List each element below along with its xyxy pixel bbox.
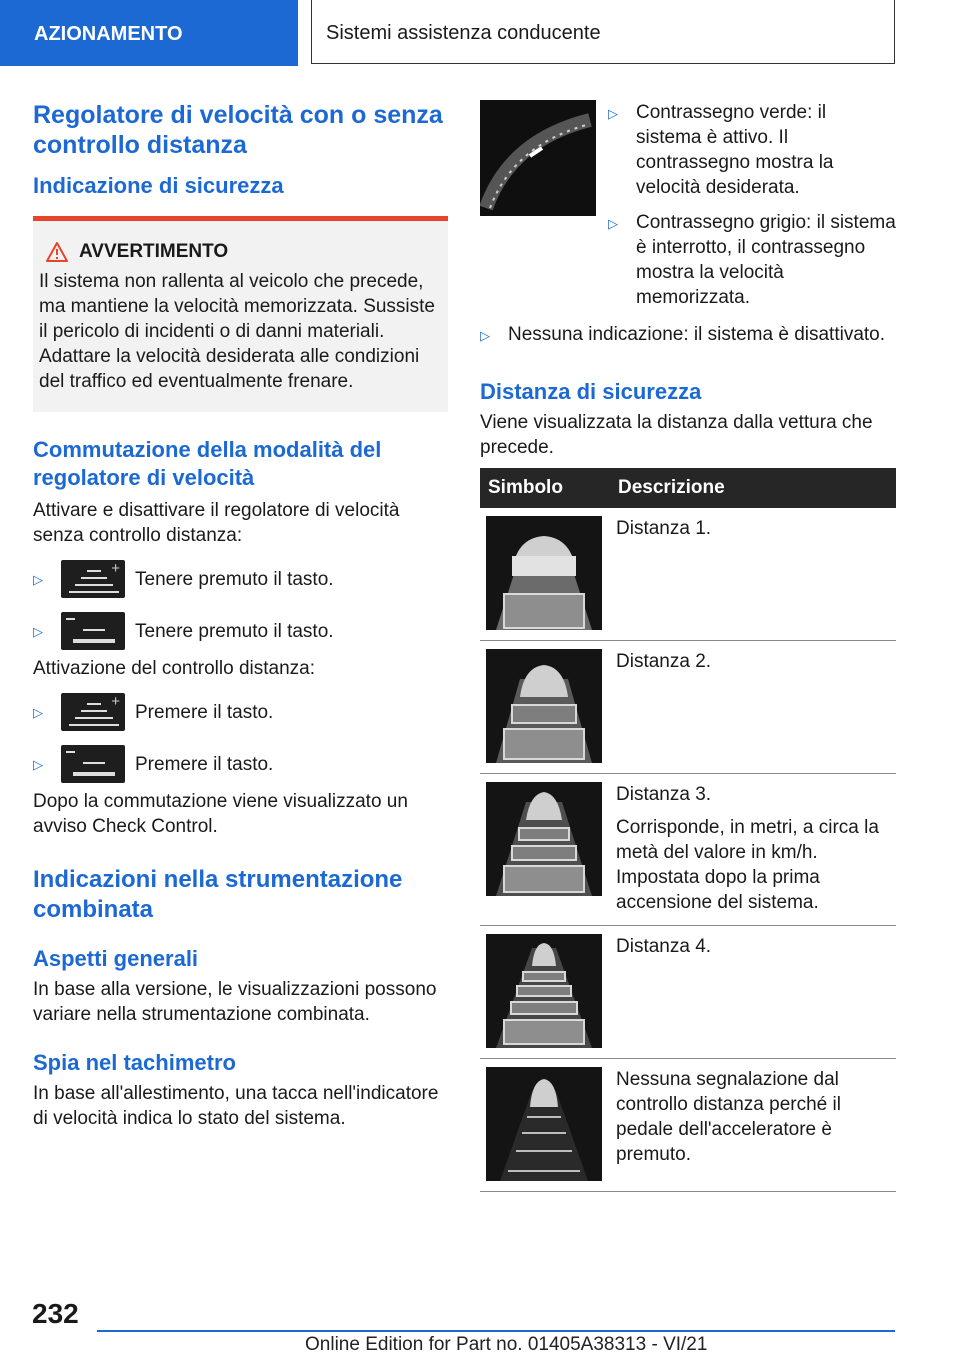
mark-list: [608, 100, 896, 320]
cruise-plus-button-icon: +: [61, 693, 125, 731]
list-item: [33, 745, 448, 783]
no-signal-image: [486, 1067, 602, 1181]
list-item: [33, 612, 448, 650]
left-column: [33, 100, 448, 1131]
row-desc: Nessuna segnalazione dal controllo distanza perché il pedale dell'acceleratore è premuto.: [616, 1069, 841, 1165]
tacho-text: In base all'allestimento, una tacca nell'indicatore di velocità indica lo stato del sistema.: [33, 1083, 439, 1129]
distance-1-image: [486, 516, 602, 630]
distance-2-image: [486, 649, 602, 763]
bullet-text: Tenere premuto il tasto.: [135, 568, 334, 590]
list-item: [33, 693, 448, 731]
chapter-title: Sistemi assistenza conducente: [311, 0, 895, 64]
bullet-triangle-icon: ▷: [33, 756, 43, 772]
bullet-triangle-icon: ▷: [33, 571, 43, 587]
bullet-text: Premere il tasto.: [135, 753, 274, 775]
list-item: [608, 210, 896, 310]
distance-4-image: [486, 934, 602, 1048]
bullet-triangle-icon: ▷: [33, 704, 43, 720]
table-cell: [610, 641, 896, 774]
general-text: In base alla versione, le visualizzazioni possono variare nella strumentazione combinata.: [33, 979, 437, 1025]
table-cell: [610, 926, 896, 1059]
cruise-plus-button-icon: +: [61, 560, 125, 598]
distance-heading: Distanza di sicurezza: [480, 379, 702, 404]
list-item: [608, 100, 896, 200]
warning-box: [33, 216, 448, 412]
bullet-text: Contrassegno grigio: il sistema è interrotto, il contrassegno mostra la velocità memorizzata.: [636, 212, 896, 308]
row-desc: Distanza 3.: [616, 784, 712, 805]
page-title: Regolatore di velocità con o senza controllo distanza: [33, 101, 443, 159]
warning-triangle-icon: [45, 241, 69, 263]
table-row: [480, 926, 896, 1059]
switch-mode-text: Attivare e disattivare il regolatore di velocità senza controllo distanza:: [33, 500, 400, 546]
distance-table: [480, 468, 896, 1192]
table-cell: [610, 774, 896, 926]
row-note: Corrisponde, in metri, a circa la metà del valore in km/h. Impostata dopo la prima accensione del sistema.: [616, 817, 879, 913]
table-header: Simbolo: [480, 468, 610, 508]
page-number: 232: [32, 1298, 79, 1329]
bullet-text: Nessuna indicazione: il sistema è disattivato.: [508, 324, 886, 345]
row-desc: Distanza 4.: [616, 936, 712, 957]
bullet-text: Tenere premuto il tasto.: [135, 620, 334, 642]
bullet-triangle-icon: ▷: [608, 106, 618, 121]
list-item: [480, 322, 896, 348]
table-row: [480, 1059, 896, 1192]
bullet-triangle-icon: ▷: [608, 216, 618, 231]
bullet-triangle-icon: ▷: [33, 623, 43, 639]
distance-3-image: [486, 782, 602, 896]
cruise-minus-button-icon: [61, 612, 125, 650]
section-tab[interactable]: AZIONAMENTO: [0, 0, 298, 66]
table-header-row: [480, 468, 896, 508]
tacho-section: [480, 100, 896, 320]
general-heading: Aspetti generali: [33, 946, 199, 971]
table-header: Descrizione: [610, 468, 896, 508]
bullet-text: Premere il tasto.: [135, 701, 274, 723]
footer-divider: [97, 1330, 895, 1332]
warning-title: AVVERTIMENTO: [79, 241, 229, 262]
after-switch-text: Dopo la commutazione viene visualizzato un avviso Check Control.: [33, 791, 408, 837]
table-row: [480, 508, 896, 641]
warning-text: Il sistema non rallenta al veicolo che precede, ma mantiene la velocità memorizzata. Sussiste il pericolo di incidenti o di danni materiali. Adattare la velocità desiderata alle condizioni del traffico ed eventualmente frenare.: [39, 271, 435, 392]
list-item: [33, 560, 448, 598]
row-desc: Distanza 1.: [616, 518, 712, 539]
table-cell: [610, 1059, 896, 1192]
tacho-heading: Spia nel tachimetro: [33, 1050, 236, 1075]
bullet-triangle-icon: ▷: [480, 328, 490, 343]
switch-mode-heading: Commutazione della modalità del regolatore di velocità: [33, 437, 382, 490]
table-row: [480, 774, 896, 926]
edition-note: Online Edition for Part no. 01405A38313 - VI/21: [305, 1334, 708, 1355]
page-header: [0, 0, 960, 66]
row-desc: Distanza 2.: [616, 651, 712, 672]
warning-header: [39, 239, 436, 265]
distance-text: Viene visualizzata la distanza dalla vettura che precede.: [480, 412, 873, 458]
table-row: [480, 641, 896, 774]
cruise-minus-button-icon: [61, 745, 125, 783]
safety-heading: Indicazione di sicurezza: [33, 173, 284, 198]
right-column: [480, 100, 896, 1192]
activation-text: Attivazione del controllo distanza:: [33, 658, 315, 679]
display-heading: Indicazioni nella strumentazione combinata: [33, 866, 403, 923]
bullet-text: Contrassegno verde: il sistema è attivo. Il contrassegno mostra la velocità desiderata.: [636, 102, 834, 198]
table-cell: [610, 508, 896, 641]
speedometer-image: [480, 100, 596, 216]
